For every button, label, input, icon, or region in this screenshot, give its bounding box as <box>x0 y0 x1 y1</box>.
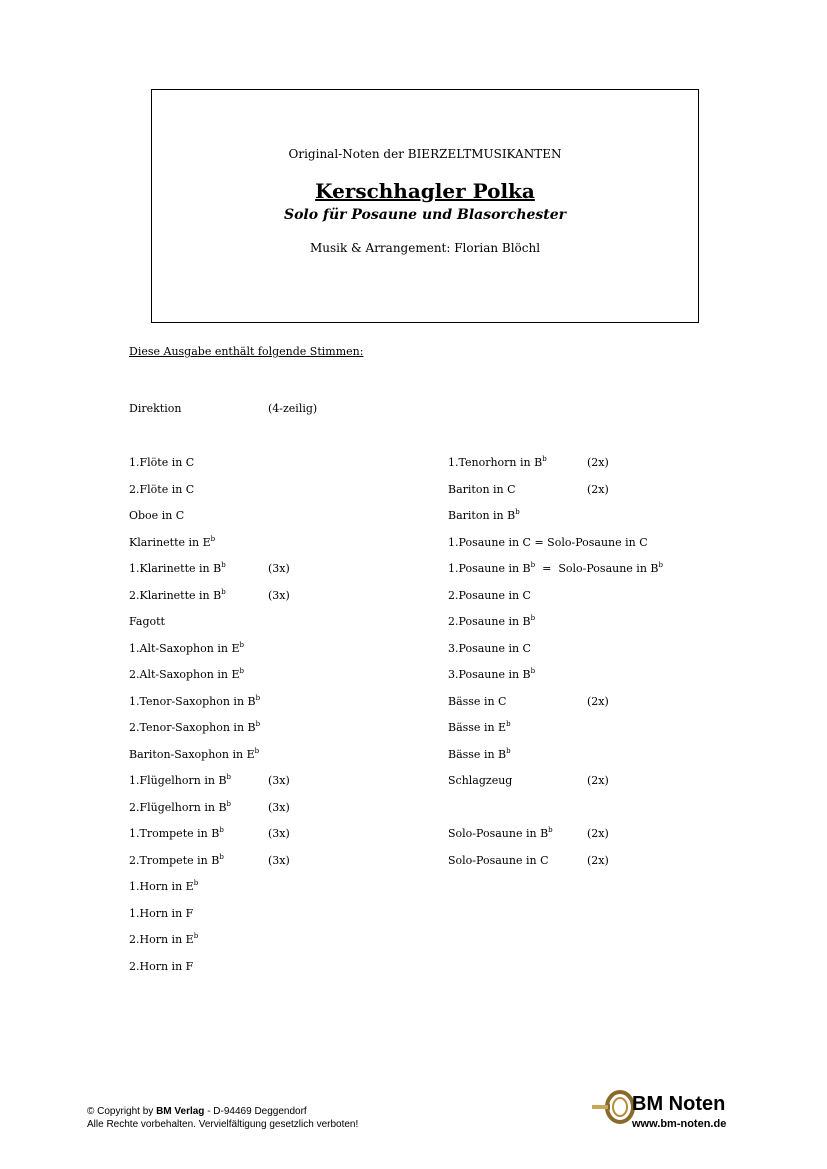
part-label: Oboe in C <box>129 509 185 522</box>
part-name <box>448 456 547 469</box>
part-copies: (3x) <box>268 562 290 575</box>
part-name <box>129 827 224 840</box>
part-name <box>448 615 535 628</box>
flat-superscript: b <box>530 614 536 622</box>
part-name <box>448 642 531 655</box>
logo-url: www.bm-noten.de <box>632 1118 727 1130</box>
part-label: 2.Flöte in C <box>129 482 195 496</box>
part-name <box>129 695 260 708</box>
part-label: 2.Flügelhorn in B <box>129 800 227 814</box>
part-name <box>129 483 194 496</box>
part-name <box>129 536 215 549</box>
part-label: 2.Posaune in C <box>448 588 531 602</box>
part-name <box>448 695 506 708</box>
part-name <box>448 721 511 734</box>
flat-superscript: b <box>193 932 199 940</box>
part-copies: (3x) <box>268 800 290 814</box>
part-name <box>129 615 165 628</box>
part-name <box>448 827 553 840</box>
flat-superscript: b <box>255 720 261 728</box>
piece-subtitle: Solo für Posaune und Blasorchester <box>283 207 567 223</box>
composer-credit: Musik & Arrangement: Florian Blöchl <box>309 241 541 255</box>
part-label: 1.Flöte in C <box>129 456 195 469</box>
part-label: Schlagzeug <box>448 774 513 787</box>
part-label: 1.Posaune in C = Solo-Posaune in C <box>448 535 648 549</box>
part-copies: (2x) <box>587 694 609 708</box>
flat-superscript: b <box>542 455 547 463</box>
flat-superscript: b <box>530 561 536 569</box>
part-name <box>448 589 531 602</box>
part-name <box>129 854 224 867</box>
part-label: 1.Alt-Saxophon in E <box>129 641 240 655</box>
direktion-note: (4-zeilig) <box>268 402 318 415</box>
part-name <box>129 721 260 734</box>
part-name <box>129 642 244 655</box>
part-label: 1.Tenorhorn in B <box>448 456 543 469</box>
part-label: Bässe in C <box>448 694 507 708</box>
part-name <box>448 509 520 522</box>
flat-superscript: b <box>658 561 663 569</box>
flat-superscript: b <box>226 799 232 808</box>
part-copies: (3x) <box>268 853 290 867</box>
flat-superscript: b <box>210 534 216 543</box>
part-name <box>129 933 198 946</box>
pre-title: Original-Noten der BIERZELTMUSIKANTEN <box>288 147 562 161</box>
part-name <box>129 748 259 761</box>
flat-superscript: b <box>530 667 536 675</box>
part-label: 1.Tenor-Saxophon in B <box>129 694 256 708</box>
part-copies: (2x) <box>587 456 609 469</box>
flat-superscript: b <box>254 746 260 755</box>
part-label: Bariton in C <box>448 482 516 496</box>
flat-superscript: b <box>239 667 244 675</box>
part-label: Bariton in B <box>448 509 516 522</box>
part-label: Klarinette in E <box>129 535 211 549</box>
part-name <box>448 668 535 681</box>
part-label: Bässe in B <box>448 747 507 761</box>
part-name <box>448 536 648 549</box>
part-copies: (3x) <box>268 588 290 602</box>
flat-superscript: b <box>193 879 199 887</box>
flat-superscript: b <box>221 561 226 569</box>
part-copies: (2x) <box>587 827 609 840</box>
part-name <box>129 509 184 522</box>
flat-superscript: b <box>506 720 511 728</box>
part-name <box>129 907 193 920</box>
part-copies: (3x) <box>268 827 290 840</box>
part-label: Fagott <box>129 615 165 628</box>
part-label: 2.Alt-Saxophon in E <box>129 668 240 681</box>
part-name <box>129 774 231 787</box>
part-label: 1.Horn in F <box>129 906 194 920</box>
part-name <box>448 483 516 496</box>
part-name <box>129 801 231 814</box>
logo-wordmark: BM Noten <box>632 1093 726 1115</box>
flat-superscript: b <box>219 852 224 861</box>
part-label: 2.Posaune in B <box>448 615 531 628</box>
flat-superscript: b <box>548 826 553 834</box>
part-label: 1.Klarinette in B <box>129 562 222 575</box>
part-label: Solo-Posaune in B <box>448 827 549 840</box>
part-label: 2.Horn in E <box>129 933 194 946</box>
part-equivalent: = Solo-Posaune in B <box>535 562 659 575</box>
part-copies: (2x) <box>587 774 609 787</box>
part-name <box>129 668 244 681</box>
part-name <box>448 562 663 575</box>
horn-icon <box>592 1087 636 1127</box>
part-label: Bariton-Saxophon in E <box>129 747 255 761</box>
part-label: 1.Posaune in B <box>448 562 531 575</box>
part-copies: (2x) <box>587 482 609 496</box>
flat-superscript: b <box>255 693 261 702</box>
part-copies: (3x) <box>268 774 290 787</box>
part-name <box>129 880 198 893</box>
part-label: 2.Tenor-Saxophon in B <box>129 721 256 734</box>
part-label: Solo-Posaune in C <box>448 853 549 867</box>
piece-title: Kerschhagler Polka <box>315 179 535 203</box>
part-label: Bässe in E <box>448 721 507 734</box>
flat-superscript: b <box>221 587 226 596</box>
part-label: 2.Horn in F <box>129 959 194 973</box>
flat-superscript: b <box>506 746 511 755</box>
part-label: 2.Trompete in B <box>129 853 220 867</box>
copyright-suffix: - D-94469 Deggendorf <box>204 1106 307 1117</box>
direktion-label: Direktion <box>129 402 182 415</box>
part-label: 2.Klarinette in B <box>129 588 222 602</box>
part-label: 1.Trompete in B <box>129 827 220 840</box>
rights-line: Alle Rechte vorbehalten. Vervielfältigung gesetzlich verboten! <box>87 1119 359 1130</box>
flat-superscript: b <box>226 773 232 781</box>
flat-superscript: b <box>515 508 520 516</box>
flat-superscript: b <box>239 640 244 649</box>
title-box <box>151 89 699 323</box>
publisher-name: BM Verlag <box>156 1106 205 1117</box>
copyright-line <box>87 1106 307 1117</box>
parts-intro: Diese Ausgabe enthält folgende Stimmen: <box>129 345 364 358</box>
part-label: 1.Flügelhorn in B <box>129 774 227 787</box>
part-name <box>448 748 511 761</box>
part-name <box>129 562 226 575</box>
part-name <box>129 589 226 602</box>
part-name <box>448 854 549 867</box>
copyright-prefix: © Copyright by <box>87 1106 157 1117</box>
flat-superscript: b <box>219 826 224 834</box>
part-copies: (2x) <box>587 853 609 867</box>
part-label: 1.Horn in E <box>129 880 194 893</box>
part-label: 3.Posaune in C <box>448 641 531 655</box>
bm-noten-logo <box>592 1085 742 1135</box>
part-name <box>129 960 193 973</box>
part-name <box>129 456 194 469</box>
part-name <box>448 774 512 787</box>
part-label: 3.Posaune in B <box>448 668 531 681</box>
